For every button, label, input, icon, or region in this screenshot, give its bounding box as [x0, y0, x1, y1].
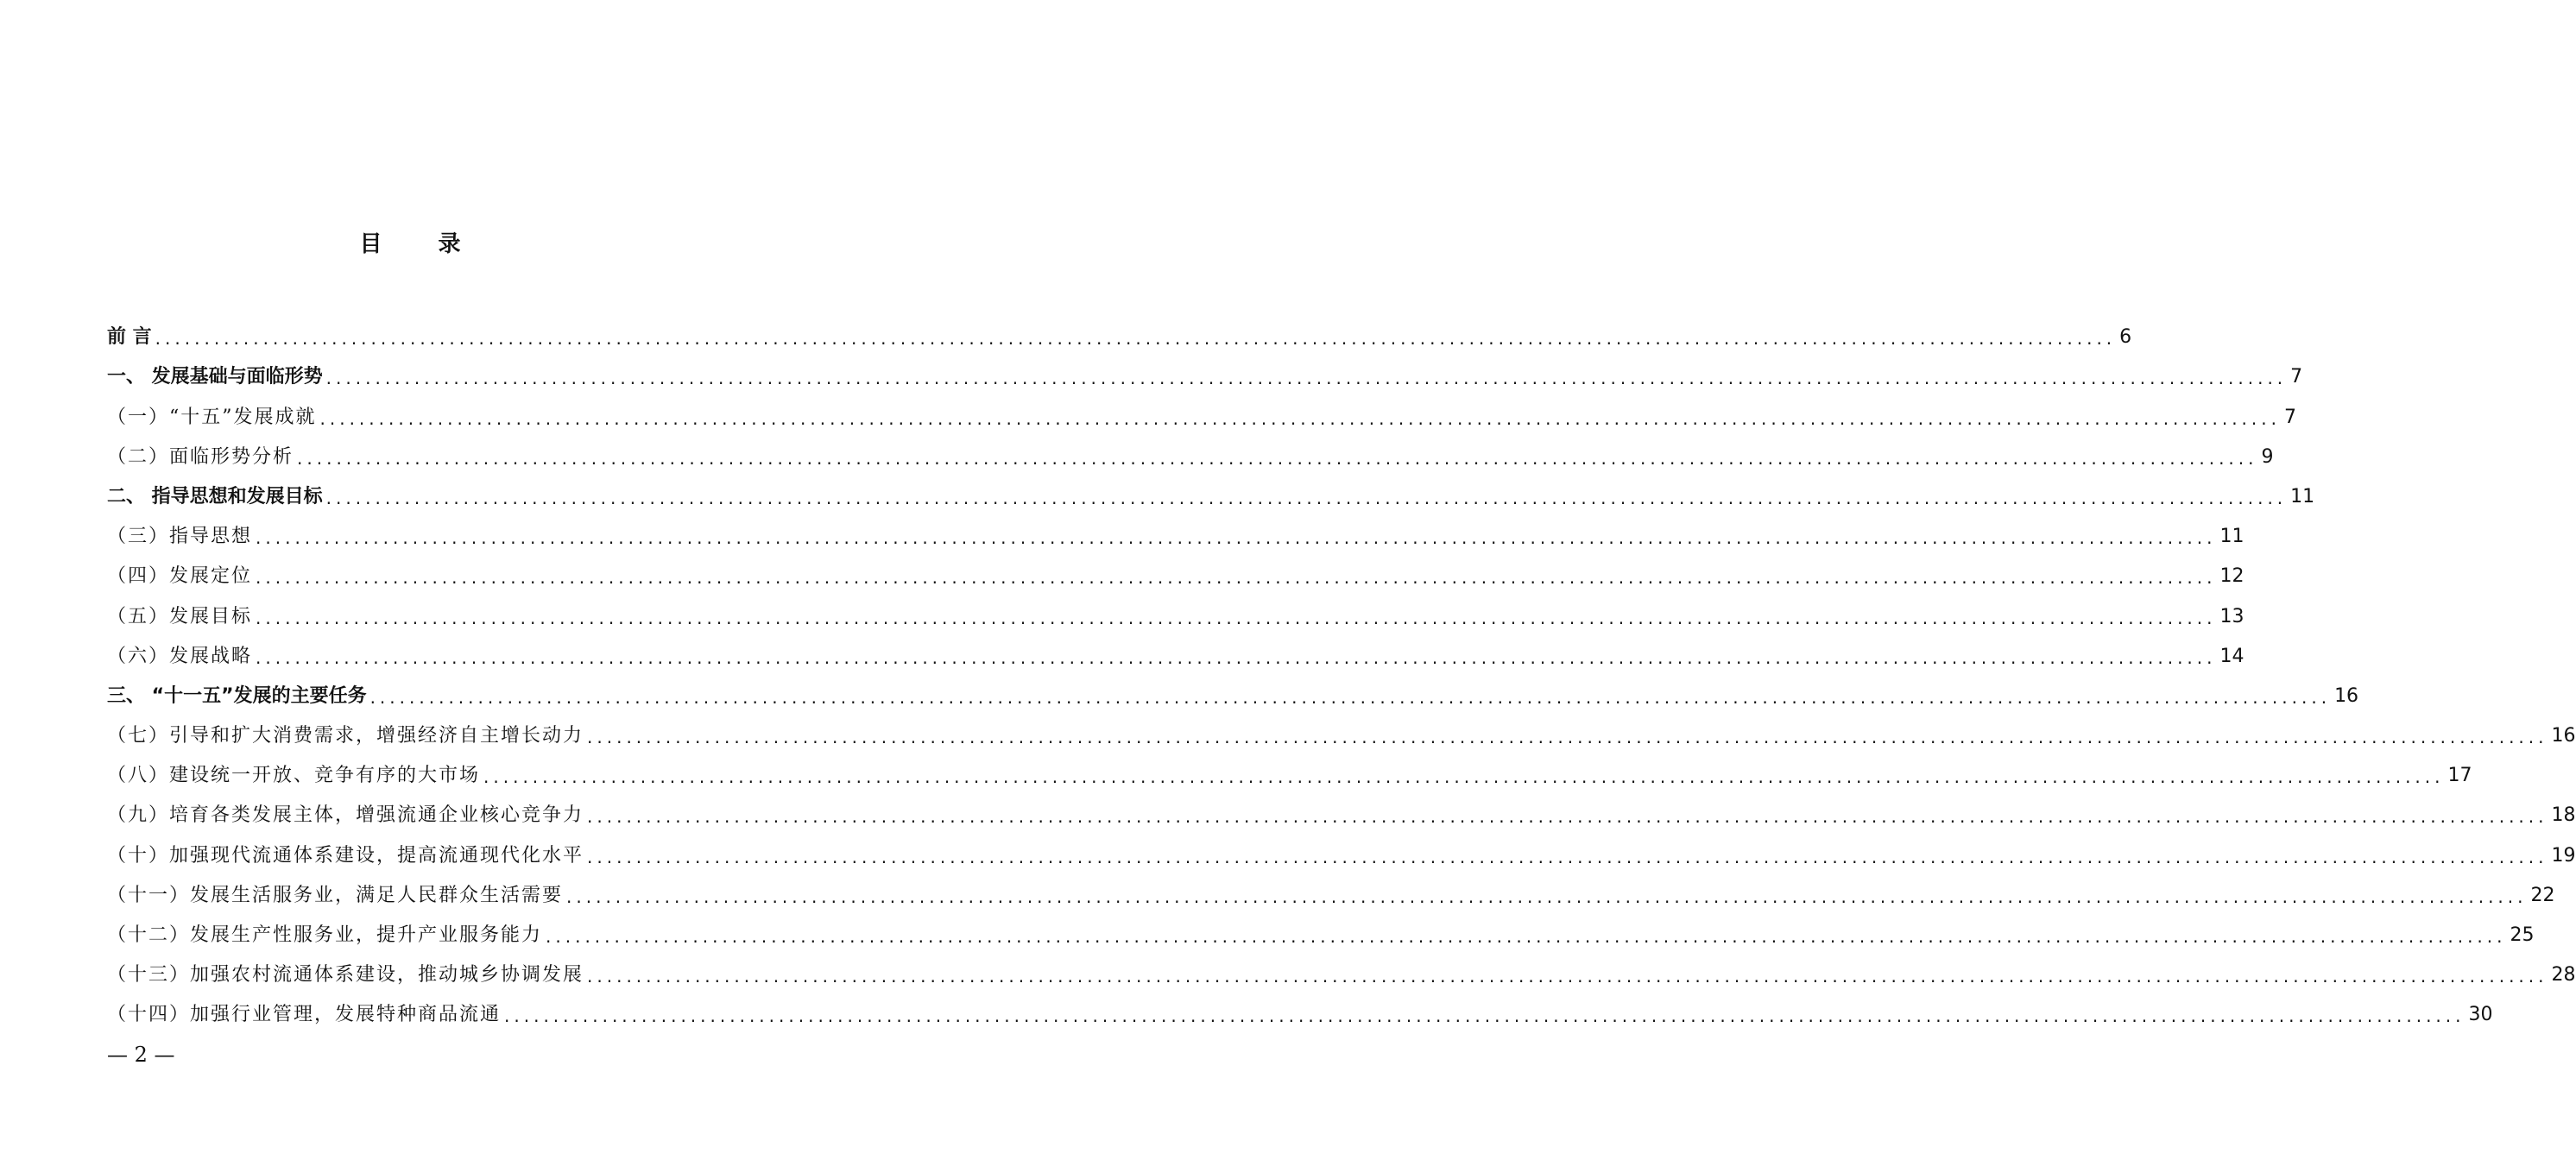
- toc-entry[interactable]: [107, 550, 2245, 589]
- toc-entry-label: 一、 发展基础与面临形势: [107, 366, 323, 388]
- toc-entry[interactable]: [107, 589, 2245, 629]
- toc-page-number: 7: [2283, 406, 2296, 428]
- toc-entry-label: 三、 “十一五”发展的主要任务: [107, 684, 367, 707]
- toc-entry-label: （十四）加强行业管理，发展特种商品流通: [107, 1004, 502, 1026]
- toc-entry[interactable]: [107, 829, 2576, 868]
- toc-entry-label: （八）建设统一开放、竞争有序的大市场: [107, 765, 481, 787]
- toc-dot-leader: ........................................................................................................................................................................................................: [483, 766, 2445, 788]
- toc-dot-leader: ........................................................................................................................................................................................................: [256, 567, 2217, 589]
- toc-entry[interactable]: [107, 749, 2472, 789]
- toc-page-number: 19: [2551, 844, 2576, 867]
- toc-page-number: 16: [2551, 725, 2576, 747]
- toc-dot-leader: ........................................................................................................................................................................................................: [546, 926, 2507, 947]
- toc-entry-label: （十二）发展生产性服务业，提升产业服务能力: [107, 924, 543, 946]
- toc-entry-label: 前 言: [107, 326, 152, 349]
- toc-page-number: 13: [2219, 605, 2245, 627]
- toc-dot-leader: ........................................................................................................................................................................................................: [369, 686, 2332, 708]
- table-of-contents: [107, 311, 2576, 1028]
- toc-entry[interactable]: [107, 390, 2296, 430]
- toc-page-number: 25: [2510, 924, 2535, 946]
- toc-dot-leader: ........................................................................................................................................................................................................: [587, 806, 2548, 828]
- toc-dot-leader: ........................................................................................................................................................................................................: [587, 966, 2548, 987]
- toc-entry[interactable]: [107, 630, 2245, 670]
- toc-dot-leader: ........................................................................................................................................................................................................: [587, 846, 2548, 867]
- toc-entry-label: （四）发展定位: [107, 565, 253, 588]
- toc-entry-label: （十）加强现代流通体系建设，提高流通现代化水平: [107, 844, 584, 867]
- toc-page-number: 16: [2334, 684, 2359, 707]
- toc-page-number: 14: [2219, 645, 2245, 667]
- toc-page-number: 18: [2551, 804, 2576, 827]
- toc-page-number: 11: [2219, 526, 2245, 548]
- toc-dot-leader: ........................................................................................................................................................................................................: [504, 1006, 2466, 1027]
- toc-entry-label: （九）培育各类发展主体，增强流通企业核心竞争力: [107, 804, 584, 827]
- toc-page-number: 7: [2290, 366, 2303, 388]
- toc-entry[interactable]: [107, 470, 2315, 510]
- toc-entry-label: （十三）加强农村流通体系建设，推动城乡协调发展: [107, 964, 584, 987]
- toc-entry-label: （六）发展战略: [107, 645, 253, 667]
- toc-entry-label: （二）面临形势分析: [107, 445, 294, 468]
- toc-entry-label: （十一）发展生活服务业，满足人民群众生活需要: [107, 884, 564, 906]
- toc-page-number: 12: [2219, 565, 2245, 588]
- toc-page-number: 22: [2530, 884, 2555, 906]
- toc-dot-leader: ........................................................................................................................................................................................................: [587, 727, 2548, 748]
- toc-entry-label: （七）引导和扩大消费需求，增强经济自主增长动力: [107, 725, 584, 747]
- toc-entry-label: 二、 指导思想和发展目标: [107, 485, 323, 508]
- toc-page-number: 28: [2551, 964, 2576, 987]
- toc-entry[interactable]: [107, 431, 2274, 470]
- toc-entry[interactable]: [107, 988, 2493, 1028]
- toc-dot-leader: ........................................................................................................................................................................................................: [566, 886, 2528, 907]
- toc-entry[interactable]: [107, 670, 2359, 709]
- toc-entry[interactable]: [107, 789, 2576, 829]
- toc-page-number: 30: [2468, 1004, 2493, 1026]
- toc-entry[interactable]: [107, 709, 2576, 749]
- toc-entry[interactable]: [107, 869, 2555, 909]
- toc-entry[interactable]: [107, 909, 2535, 949]
- toc-dot-leader: ........................................................................................................................................................................................................: [325, 487, 2288, 508]
- toc-dot-leader: ........................................................................................................................................................................................................: [155, 328, 2117, 350]
- page-title: 目 录: [359, 231, 485, 257]
- toc-dot-leader: ........................................................................................................................................................................................................: [319, 407, 2281, 429]
- page-number-footer: — 2 —: [107, 1043, 175, 1067]
- toc-entry[interactable]: [107, 510, 2245, 550]
- toc-dot-leader: ........................................................................................................................................................................................................: [297, 447, 2258, 469]
- toc-entry[interactable]: [107, 350, 2303, 390]
- toc-entry-label: （五）发展目标: [107, 605, 253, 627]
- toc-entry-label: （一）“十五”发展成就: [107, 406, 317, 428]
- toc-dot-leader: ........................................................................................................................................................................................................: [256, 646, 2217, 668]
- toc-dot-leader: ........................................................................................................................................................................................................: [325, 368, 2288, 389]
- toc-page-number: 9: [2261, 445, 2274, 468]
- toc-dot-leader: ........................................................................................................................................................................................................: [256, 607, 2217, 628]
- toc-page-number: 6: [2119, 326, 2132, 349]
- toc-entry[interactable]: [107, 949, 2576, 988]
- toc-entry[interactable]: [107, 311, 2132, 350]
- toc-entry-label: （三）指导思想: [107, 526, 253, 548]
- toc-dot-leader: ........................................................................................................................................................................................................: [256, 527, 2217, 549]
- toc-page-number: 11: [2290, 485, 2315, 508]
- toc-page-number: 17: [2447, 765, 2472, 787]
